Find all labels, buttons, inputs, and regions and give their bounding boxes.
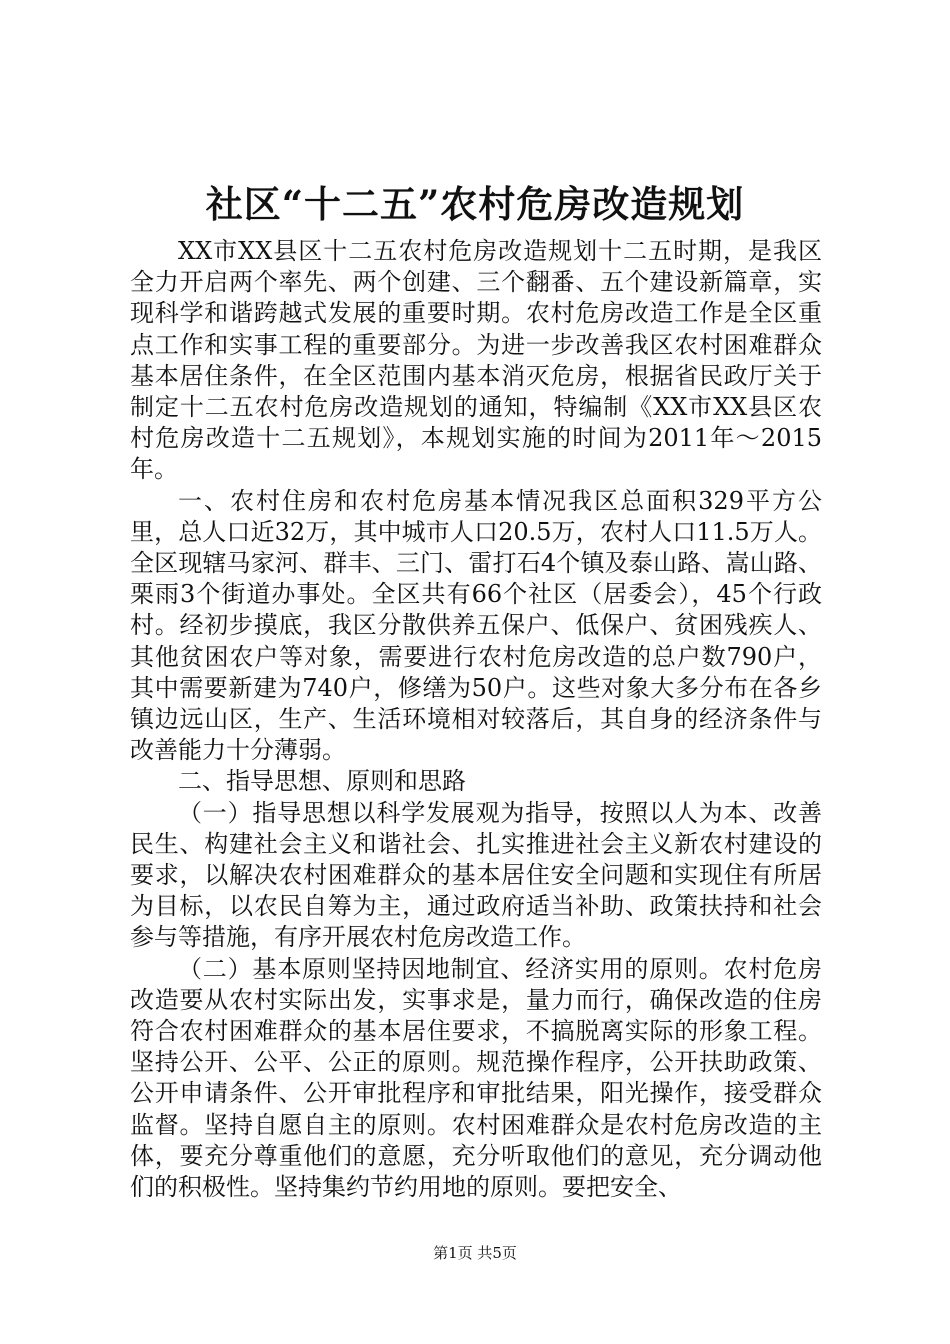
document-title: 社区“十二五”农村危房改造规划 [205,182,745,226]
paragraph-guiding-ideology: （一）指导思想以科学发展观为指导，按照以人为本、改善民生、构建社会主义和谐社会、扎实推进社会主义新农村建设的要求，以解决农村困难群众的基本居住安全问题和实现住有所居为目标，以农民自筹为主，通过政府适当补助、政策扶持和社会参与等措施，有序开展农村危房改造工作。 [130,798,822,952]
paragraph-basic-principles: （二）基本原则坚持因地制宜、经济实用的原则。农村危房改造要从农村实际出发，实事求是，量力而行，确保改造的住房符合农村困难群众的基本居住要求，不搞脱离实际的形象工程。坚持公开、公平、公正的原则。规范操作程序，公开扶助政策、公开申请条件、公开审批程序和审批结果，阳光操作，接受群众监督。坚持自愿自主的原则。农村困难群众是农村危房改造的主体，要充分尊重他们的意愿，充分听取他们的意见，充分调动他们的积极性。坚持集约节约用地的原则。要把安全、 [130,954,822,1202]
paragraph-intro: XX市XX县区十二五农村危房改造规划十二五时期，是我区全力开启两个率先、两个创建、三个翻番、五个建设新篇章，实现科学和谐跨越式发展的重要时期。农村危房改造工作是全区重点工作和实事工程的重要部分。为进一步改善我区农村困难群众基本居住条件，在全区范围内基本消灭危房，根据省民政厅关于制定十二五农村危房改造规划的通知，特编制《XX市XX县区农村危房改造十二五规划》，本规划实施的时间为2011年～2015年。 [130,237,822,484]
paragraph-section-1: 一、农村住房和农村危房基本情况我区总面积329平方公里，总人口近32万，其中城市人口20.5万，农村人口11.5万人。全区现辖马家河、群丰、三门、雷打石4个镇及泰山路、嵩山路、栗雨3个街道办事处。全区共有66个社区（居委会），45个行政村。经初步摸底，我区分散供养五保户、低保户、贫困残疾人、其他贫困农户等对象，需要进行农村危房改造的总户数790户，其中需要新建为740户，修缮为50户。这些对象大多分布在各乡镇边远山区，生产、生活环境相对较落后，其自身的经济条件与改善能力十分薄弱。 [130,486,822,765]
page-footer: 第1页 共5页 [433,1244,517,1262]
paragraph-section-2-heading: 二、指导思想、原则和思路 [178,767,466,796]
document-body [130,236,822,1203]
